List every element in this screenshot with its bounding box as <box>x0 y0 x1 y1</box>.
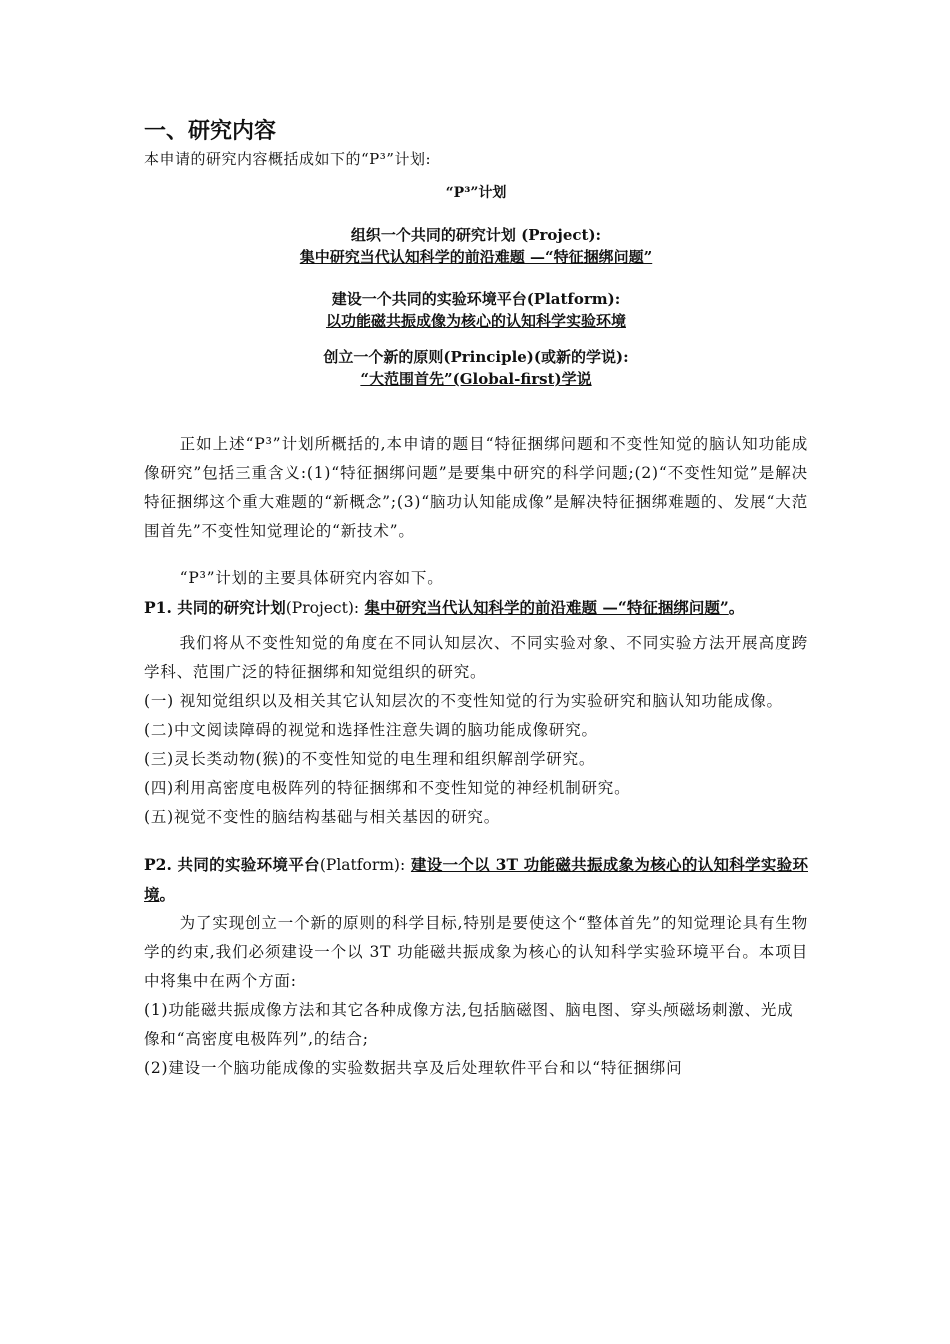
p1-title: 集中研究当代认知科学的前沿难题 —“特征捆绑问题” <box>364 598 729 617</box>
plan-title: “P³”计划 <box>445 185 507 201</box>
p1-list-item: (五)视觉不变性的脑结构基础与相关基因的研究。 <box>144 808 500 826</box>
p2-label: P2. 共同的实验环境平台 <box>144 855 320 874</box>
p2-paragraph: 为了实现创立一个新的原则的科学目标,特别是要使这个“整体首先”的知觉理论具有生物学的约束,我们必须建设一个以 3T 功能磁共振成象为核心的认知科学实验环境平台。本项目中将集中在两个方面: <box>144 914 808 990</box>
p1-list-item: (四)利用高密度电极阵列的特征捆绑和不变性知觉的神经机制研究。 <box>144 779 631 797</box>
plan-item-principle <box>144 346 808 390</box>
p2-list-item: (2)建设一个脑功能成像的实验数据共享及后处理软件平台和以“特征捆绑问 <box>144 1059 683 1077</box>
p2-list-item: (1)功能磁共振成像方法和其它各种成像方法,包括脑磁图、脑电图、穿头颅磁场刺激、光成像和“高密度电极阵列”,的结合; <box>144 1001 794 1048</box>
p1-list-item: (一) 视知觉组织以及相关其它认知层次的不变性知觉的行为实验研究和脑认知功能成像。 <box>144 692 783 710</box>
p1-label: P1. 共同的研究计划 <box>144 598 286 617</box>
p1-heading <box>144 593 808 623</box>
document-page <box>144 118 808 1083</box>
p1-paragraph: 我们将从不变性知觉的角度在不同认知层次、不同实验对象、不同实验方法开展高度跨学科、范围广泛的特征捆绑和知觉组织的研究。 <box>144 634 808 681</box>
body-paragraph: “P³”计划的主要具体研究内容如下。 <box>179 569 444 587</box>
plan-item-heading: 建设一个共同的实验环境平台(Platform): <box>331 290 621 308</box>
section-title: 一、研究内容 <box>144 119 277 144</box>
intro-text: 本申请的研究内容概括成如下的“P³”计划: <box>144 150 431 168</box>
p1-list-item: (三)灵长类动物(猴)的不变性知觉的电生理和组织解剖学研究。 <box>144 750 596 768</box>
plan-item-subtitle: “大范围首先”(Global-first)学说 <box>360 370 592 388</box>
plan-item-platform <box>144 288 808 332</box>
p2-end: 。 <box>159 885 176 904</box>
p1-list-item: (二)中文阅读障碍的视觉和选择性注意失调的脑功能成像研究。 <box>144 721 598 739</box>
plan-item-subtitle: 以功能磁共振成像为核心的认知科学实验环境 <box>325 312 626 330</box>
p2-paren: (Platform): <box>319 856 406 874</box>
plan-item-subtitle: 集中研究当代认知科学的前沿难题 —“特征捆绑问题” <box>299 248 653 266</box>
plan-item-project <box>144 224 808 268</box>
p2-heading <box>144 850 808 909</box>
plan-item-heading: 创立一个新的原则(Principle)(或新的学说): <box>323 348 629 366</box>
p1-end: 。 <box>728 598 745 617</box>
body-paragraph: 正如上述“P³”计划所概括的,本申请的题目“特征捆绑问题和不变性知觉的脑认知功能成像研究”包括三重含义:(1)“特征捆绑问题”是要集中研究的科学问题;(2)“不变性知觉”是解决特征捆绑这个重大难题的“新概念”;(3)“脑功认知能成像”是解决特征捆绑难题的、发展“大范围首先”不变性知觉理论的“新技术”。 <box>144 435 808 540</box>
p1-paren: (Project): <box>285 599 360 617</box>
p2-title: 建设一个以 3T 功能磁共振成象为核心的认知科学实验环境 <box>144 855 808 904</box>
plan-item-heading: 组织一个共同的研究计划 (Project): <box>350 226 602 244</box>
